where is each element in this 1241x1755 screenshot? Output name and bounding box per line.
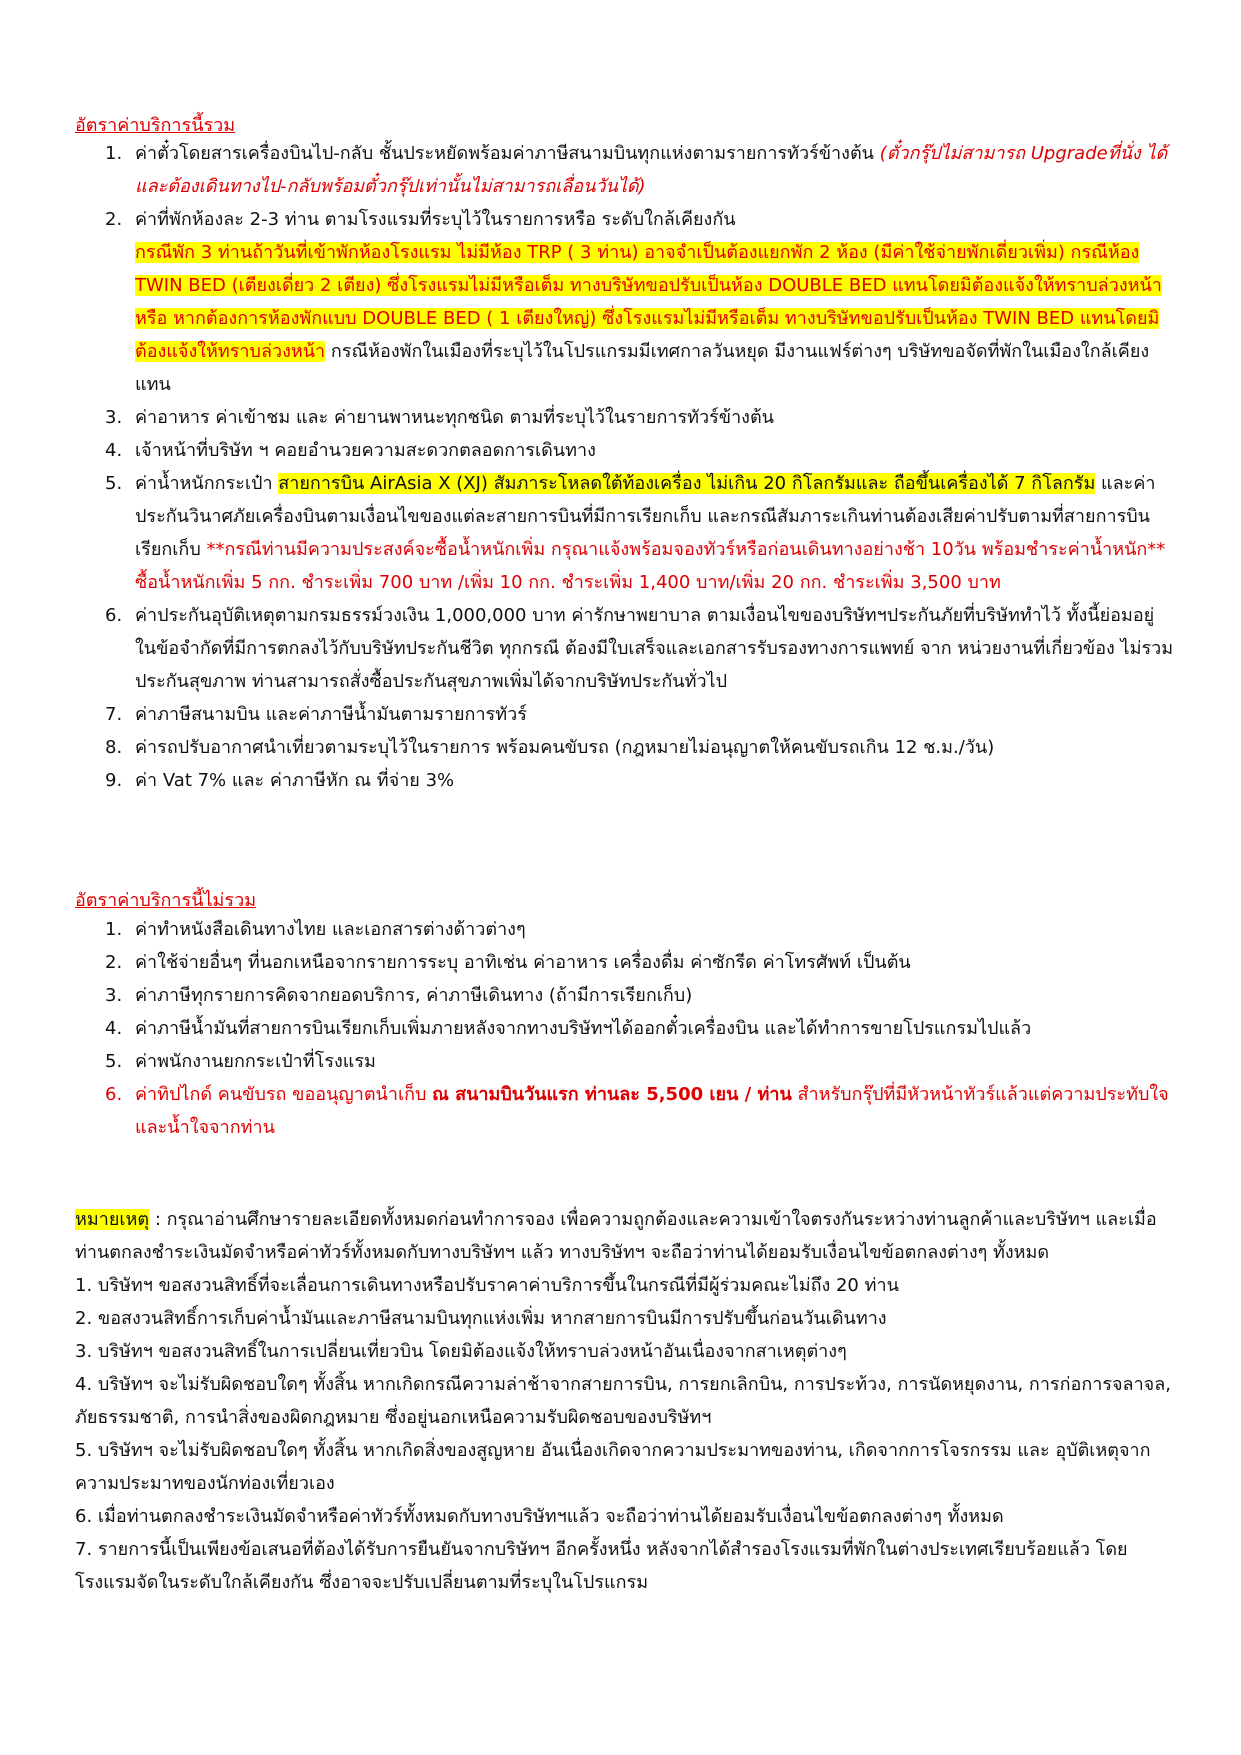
included-item-2: 2. ค่าที่พักห้องละ 2-3 ท่าน ตามโรงแรมที่ระบุไว้ในรายการหรือ ระดับใกล้เคียงกัน กรณีพัก 3 ท่านถ้าวันที่เข้าพักห้องโรงแรม ไม่มีห้อง TRP ( 3 ท่าน) อาจจำเป็นต้องแยกพัก 2 ห้อง (มีค่าใช้จ่ายพักเดี่ยวเพิ่ม) กรณีห้อง TWIN BED (เตียงเดี่ยว 2 เตียง) ซึ่งโรงแรมไม่มีหรือเต็ม ทางบริษัทขอปรับเป็นห้อง DOUBLE BED แทนโดยมิต้องแจ้งให้ทราบล่วงหน้า หรือ หากต้องการห้องพักแบบ DOUBLE BED ( 1 เตียงใหญ่) ซึ่งโรงแรมไม่มีหรือเต็ม ทางบริษัทขอปรับเป็นห้อง TWIN BED แทนโดยมิต้องแจ้งให้ทราบล่วงหน้า กรณีห้องพักในเมืองที่ระบุไว้ในโปรแกรมมีเทศกาลวันหยุด มีงานแฟร์ต่างๆ บริษัทขอจัดที่พักในเมืองใกล้เคียงแทน — [105, 209, 1162, 395]
excluded-item-5: 5. ค่าพนักงานยกกระเป๋าที่โรงแรม — [105, 1051, 376, 1072]
excluded-item-1: 1. ค่าทำหนังสือเดินทางไทย และเอกสารต่างด้าวต่างๆ — [105, 919, 526, 940]
included-item-6: 6. ค่าประกันอุบัติเหตุตามกรมธรรม์วงเงิน 1,000,000 บาท ค่ารักษาพยาบาล ตามเงื่อนไขของบริษัทฯประกันภัยที่บริษัททำไว้ ทั้งนี้ย่อมอยู่ในข้อจำกัดที่มีการตกลงไว้กับบริษัทประกันชีวิต ทุกกรณี ต้องมีใบเสร็จและเอกสารรับรองทางการแพทย์ จาก หน่วยงานที่เกี่ยวข้อง ไม่รวมประกันสุขภาพ ท่านสามารถสั่งซื้อประกันสุขภาพเพิ่มได้จากบริษัทประกันทั่วไป — [105, 605, 1174, 692]
included-item-9: 9. ค่า Vat 7% และ ค่าภาษีหัก ณ ที่จ่าย 3% — [105, 770, 455, 791]
included-item-4: 4. เจ้าหน้าที่บริษัท ฯ คอยอำนวยความสะดวกตลอดการเดินทาง — [105, 440, 596, 461]
included-item-7: 7. ค่าภาษีสนามบิน และค่าภาษีน้ำมันตามรายการทัวร์ — [105, 704, 527, 725]
note-item: 3. บริษัทฯ ขอสงวนสิทธิ์ในการเปลี่ยนเที่ยวบิน โดยมิต้องแจ้งให้ทราบล่วงหน้าอันเนื่องจากสาเหตุต่างๆ — [75, 1341, 847, 1362]
note-item: 2. ขอสงวนสิทธิ์การเก็บค่าน้ำมันและภาษีสนามบินทุกแห่งเพิ่ม หากสายการบินมีการปรับขึ้นก่อนวันเดินทาง — [75, 1308, 887, 1329]
included-item-5: 5. ค่าน้ำหนักกระเป๋า สายการบิน AirAsia X (XJ) สัมภาระโหลดใต้ท้องเครื่อง ไม่เกิน 20 กิโลกรัมและ ถือขึ้นเครื่องได้ 7 กิโลกรัม และค่าประกันวินาศภัยเครื่องบินตามเงื่อนไขของแต่ละสายการบินที่มีการเรียกเก็บ และกรณีสัมภาระเกินท่านต้องเสียค่าปรับตามที่สายการบินเรียกเก็บ **กรณีท่านมีความประสงค์จะซื้อน้ำหนักเพิ่ม กรุณาแจ้งพร้อมจองทัวร์หรือก่อนเดินทางอย่างช้า 10วัน พร้อมชำระค่าน้ำหนัก** ซื้อน้ำหนักเพิ่ม 5 กก. ชำระเพิ่ม 700 บาท /เพิ่ม 10 กก. ชำระเพิ่ม 1,400 บาท/เพิ่ม 20 กก. ชำระเพิ่ม 3,500 บาท — [105, 473, 1166, 593]
note-item: 1. บริษัทฯ ขอสงวนสิทธิ์ที่จะเลื่อนการเดินทางหรือปรับราคาค่าบริการขึ้นในกรณีที่มีผู้ร่วมคณะไม่ถึง 20 ท่าน — [75, 1275, 899, 1296]
room-policy-highlight: กรณีพัก 3 ท่านถ้าวันที่เข้าพักห้องโรงแรม ไม่มีห้อง TRP ( 3 ท่าน) อาจจำเป็นต้องแยกพัก 2 ห้อง (มีค่าใช้จ่ายพักเดี่ยวเพิ่ม) กรณีห้อง TWIN BED (เตียงเดี่ยว 2 เตียง) ซึ่งโรงแรมไม่มีหรือเต็ม ทางบริษัทขอปรับเป็นห้อง DOUBLE BED แทนโดยมิต้องแจ้งให้ทราบล่วงหน้า หรือ หากต้องการห้องพักแบบ DOUBLE BED ( 1 เตียงใหญ่) ซึ่งโรงแรมไม่มีหรือเต็ม ทางบริษัทขอปรับเป็นห้อง TWIN BED แทนโดยมิต้องแจ้งให้ทราบล่วงหน้า — [135, 242, 1162, 362]
included-list — [75, 137, 1175, 797]
excluded-list — [75, 913, 1175, 1144]
excluded-item-2: 2. ค่าใช้จ่ายอื่นๆ ที่นอกเหนือจากรายการระบุ อาทิเช่น ค่าอาหาร เครื่องดื่ม ค่าซักรีด ค่าโทรศัพท์ เป็นต้น — [105, 952, 911, 973]
ticket-note: (ตั๋วกรุ๊ปไม่สามารถ Upgradeที่นั่ง ได้ และต้องเดินทางไป-กลับพร้อมตั๋วกรุ๊ปเท่านั้นไม่สามารถเลื่อนวันได้) — [135, 143, 1168, 197]
included-item-3: 3. ค่าอาหาร ค่าเข้าชม และ ค่ายานพาหนะทุกชนิด ตามที่ระบุไว้ในรายการทัวร์ข้างต้น — [105, 407, 774, 428]
excluded-item-3: 3. ค่าภาษีทุกรายการคิดจากยอดบริการ, ค่าภาษีเดินทาง (ถ้ามีการเรียกเก็บ) — [105, 985, 693, 1006]
excluded-item-6: 6. ค่าทิปไกด์ คนขับรถ ขออนุญาตนำเก็บ ณ สนามบินวันแรก ท่านละ 5,500 เยน / ท่าน สำหรับกรุ๊ปที่มีหัวหน้าทัวร์แล้วแต่ความประทับใจและน้ำใจจากท่าน — [105, 1084, 1169, 1138]
note-item: 7. รายการนี้เป็นเพียงข้อเสนอที่ต้องได้รับการยืนยันจากบริษัทฯ อีกครั้งหนึ่ง หลังจากได้สำรองโรงแรมที่พักในต่างประเทศเรียบร้อยแล้ว โดยโรงแรมจัดในระดับใกล้เคียงกัน ซึ่งอาจจะปรับเปลี่ยนตามที่ระบุในโปรแกรม — [75, 1539, 1128, 1593]
included-item-1: 1. ค่าตั๋วโดยสารเครื่องบินไป-กลับ ชั้นประหยัดพร้อมค่าภาษีสนามบินทุกแห่งตามรายการทัวร์ข้างต้น (ตั๋วกรุ๊ปไม่สามารถ Upgradeที่นั่ง ได้ และต้องเดินทางไป-กลับพร้อมตั๋วกรุ๊ปเท่านั้นไม่สามารถเลื่อนวันได้) — [105, 143, 1168, 197]
excluded-title: อัตราค่าบริการนี้ไม่รวม — [75, 890, 257, 911]
excluded-item-4: 4. ค่าภาษีน้ำมันที่สายการบินเรียกเก็บเพิ่มภายหลังจากทางบริษัทฯได้ออกตั๋วเครื่องบิน และได้ทำการขายโปรแกรมไปแล้ว — [105, 1018, 1032, 1039]
notes-section — [75, 1203, 1175, 1599]
included-item-8: 8. ค่ารถปรับอากาศนำเที่ยวตามระบุไว้ในรายการ พร้อมคนขับรถ (กฎหมายไม่อนุญาตให้คนขับรถเกิน 12 ช.ม./วัน) — [105, 737, 995, 758]
note-item: 5. บริษัทฯ จะไม่รับผิดชอบใดๆ ทั้งสิ้น หากเกิดสิ่งของสูญหาย อันเนื่องเกิดจากความประมาทของท่าน, เกิดจากการโจรกรรม และ อุบัติเหตุจากความประมาทของนักท่องเที่ยวเอง — [75, 1440, 1151, 1494]
notes-intro: หมายเหตุ : กรุณาอ่านศึกษารายละเอียดทั้งหมดก่อนทำการจอง เพื่อความถูกต้องและความเข้าใจตรงกันระหว่างท่านลูกค้าและบริษัทฯ และเมื่อท่านตกลงชำระเงินมัดจำหรือค่าทัวร์ทั้งหมดกับทางบริษัทฯ แล้ว ทางบริษัทฯ จะถือว่าท่านได้ยอมรับเงื่อนไขข้อตกลงต่างๆ ทั้งหมด — [75, 1209, 1157, 1263]
note-item: 4. บริษัทฯ จะไม่รับผิดชอบใดๆ ทั้งสิ้น หากเกิดกรณีความล่าช้าจากสายการบิน, การยกเลิกบิน, การประท้วง, การนัดหยุดงาน, การก่อการจลาจล, ภัยธรรมชาติ, การนำสิ่งของผิดกฎหมาย ซึ่งอยู่นอกเหนือความรับผิดชอบของบริษัทฯ — [75, 1374, 1171, 1428]
included-title: อัตราค่าบริการนี้รวม — [75, 115, 236, 136]
tip-amount: ณ สนามบินวันแรก ท่านละ 5,500 เยน / ท่าน — [432, 1084, 792, 1105]
note-item: 6. เมื่อท่านตกลงชำระเงินมัดจำหรือค่าทัวร์ทั้งหมดกับทางบริษัทฯแล้ว จะถือว่าท่านได้ยอมรับเงื่อนไขข้อตกลงต่างๆ ทั้งหมด — [75, 1506, 1004, 1527]
extra-baggage-prices: ซื้อน้ำหนักเพิ่ม 5 กก. ชำระเพิ่ม 700 บาท /เพิ่ม 10 กก. ชำระเพิ่ม 1,400 บาท/เพิ่ม 20 กก. ชำระเพิ่ม 3,500 บาท — [135, 572, 1001, 593]
notes-label: หมายเหตุ — [75, 1209, 150, 1230]
baggage-highlight: สายการบิน AirAsia X (XJ) สัมภาระโหลดใต้ท้องเครื่อง ไม่เกิน 20 กิโลกรัมและ ถือขึ้นเครื่องได้ 7 กิโลกรัม — [278, 473, 1096, 494]
extra-baggage-note: **กรณีท่านมีความประสงค์จะซื้อน้ำหนักเพิ่ม กรุณาแจ้งพร้อมจองทัวร์หรือก่อนเดินทางอย่างช้า 10วัน พร้อมชำระค่าน้ำหนัก** — [206, 539, 1166, 560]
